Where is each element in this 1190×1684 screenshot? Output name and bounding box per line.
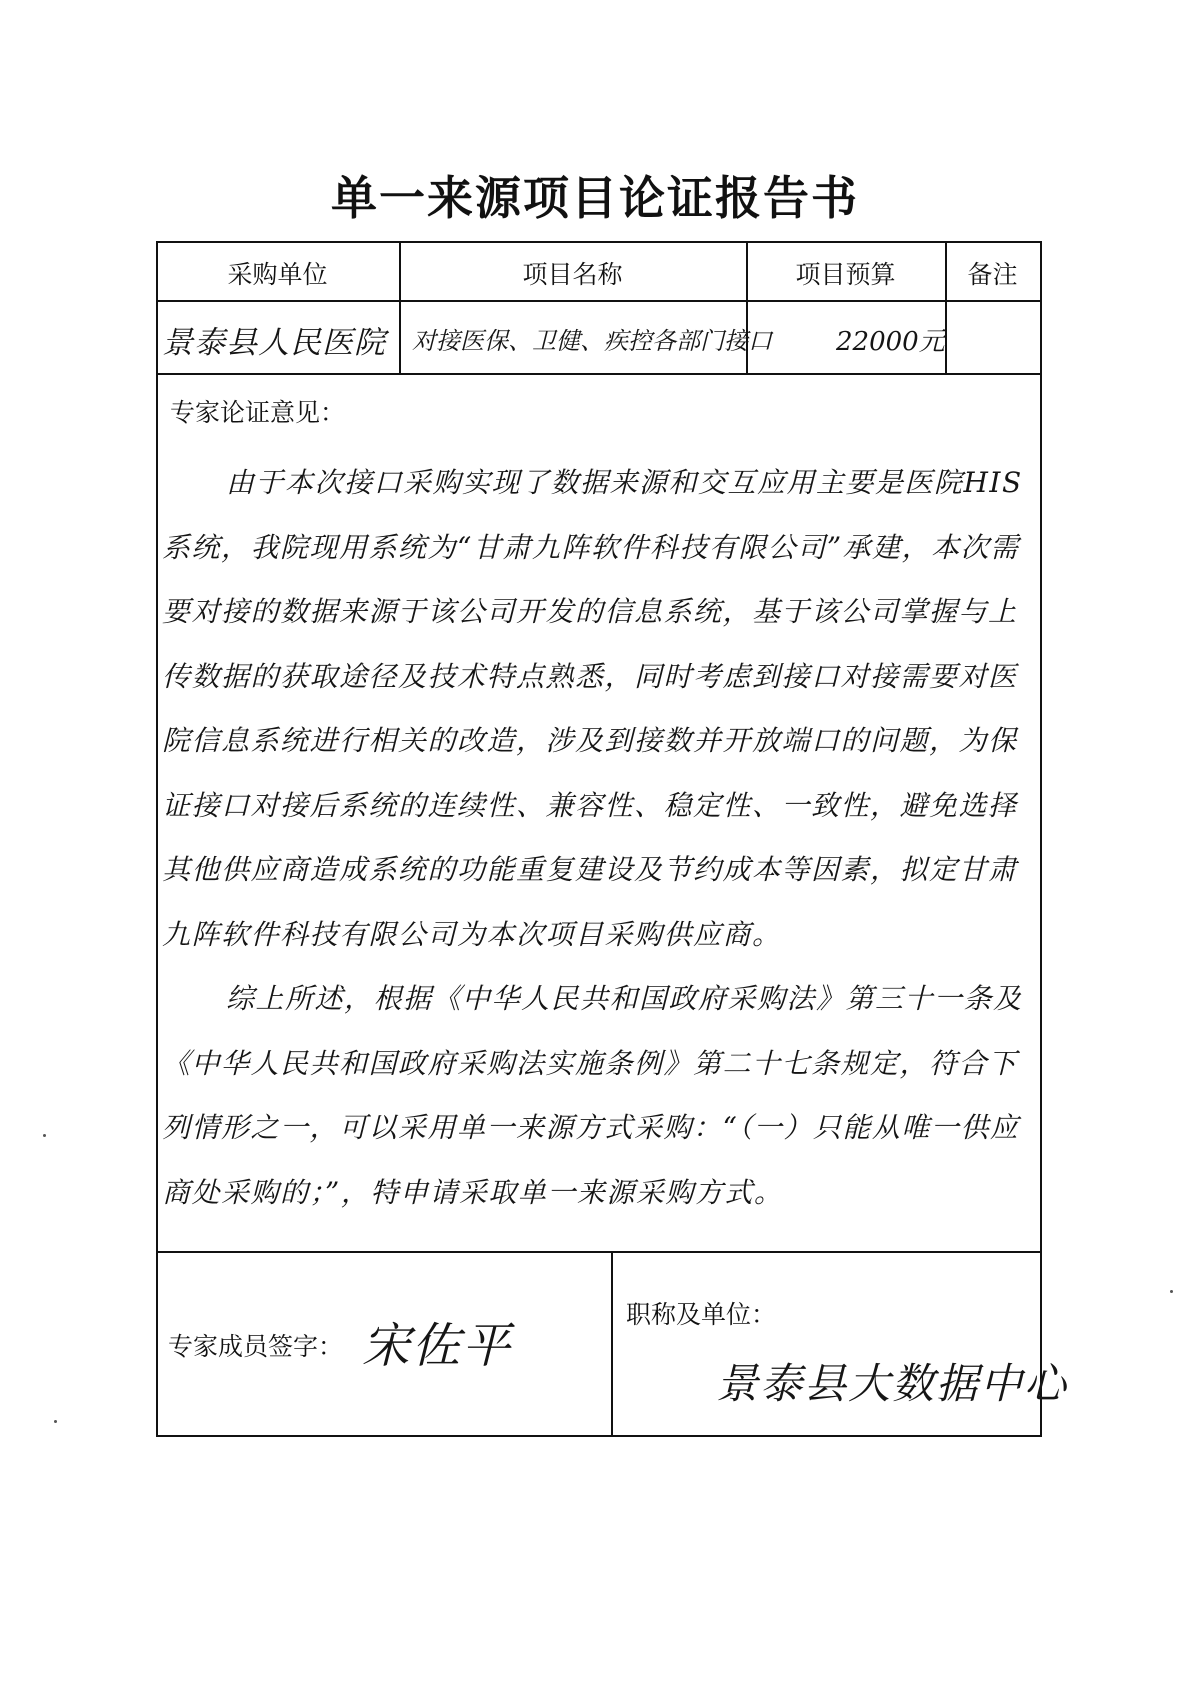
table-border-left <box>156 241 158 1437</box>
expert-opinion-label: 专家论证意见： <box>170 398 346 427</box>
table-border-top <box>156 241 1042 243</box>
opinion-paragraph-1: 由于本次接口采购实现了数据来源和交互应用主要是医院HIS系统，我院现用系统为“甘肃九阵软件科技有限公司”承建，本次需要对接的数据来源于该公司开发的信息系统，基于该公司掌握与上传数据的获取途径及技术特点熟悉，同时考虑到接口对接需要对医院信息系统进行相关的改造，涉及到接数并开放端口的问题，为保证接口对接后系统的连续性、兼容性、稳定性、一致性，避免选择其他供应商造成系统的功能重复建设及节约成本等因素，拟定甘肃九阵软件科技有限公司为本次项目采购供应商。 <box>162 466 1023 951</box>
project-name-value: 对接医保、卫健、疾控各部门接口 <box>412 327 772 355</box>
scan-speck <box>1170 1290 1173 1293</box>
table-border-right <box>1040 241 1042 1437</box>
table-divider-header <box>156 300 1042 302</box>
table-divider-opinion <box>156 1251 1042 1253</box>
expert-signature-label: 专家成员签字： <box>168 1332 344 1361</box>
document-title: 单一来源项目论证报告书 <box>331 171 859 225</box>
table-border-bottom <box>156 1435 1042 1437</box>
budget-value: 22000元 <box>836 327 945 357</box>
expert-signature: 宋佐平 <box>362 1318 513 1374</box>
column-divider-bottom <box>611 1251 613 1437</box>
header-budget: 项目预算 <box>795 260 896 289</box>
form-table <box>156 241 1069 1437</box>
header-project-name: 项目名称 <box>522 260 623 289</box>
title-unit-label: 职称及单位： <box>626 1300 777 1329</box>
expert-opinion-text <box>162 451 1034 1225</box>
scan-speck <box>43 1134 46 1137</box>
table-divider-row <box>156 373 1042 375</box>
title-unit-value: 景泰县大数据中心 <box>716 1359 1069 1408</box>
scan-speck <box>54 1420 57 1423</box>
header-purchaser: 采购单位 <box>227 260 328 289</box>
purchaser-value: 景泰县人民医院 <box>162 325 386 361</box>
header-remarks: 备注 <box>967 260 1018 289</box>
opinion-paragraph-2: 综上所述，根据《中华人民共和国政府采购法》第三十一条及《中华人民共和国政府采购法实施条例》第二十七条规定，符合下列情形之一，可以采用单一来源方式采购：“（一）只能从唯一供应商处采购的；”，特申请采取单一来源采购方式。 <box>162 982 1023 1209</box>
